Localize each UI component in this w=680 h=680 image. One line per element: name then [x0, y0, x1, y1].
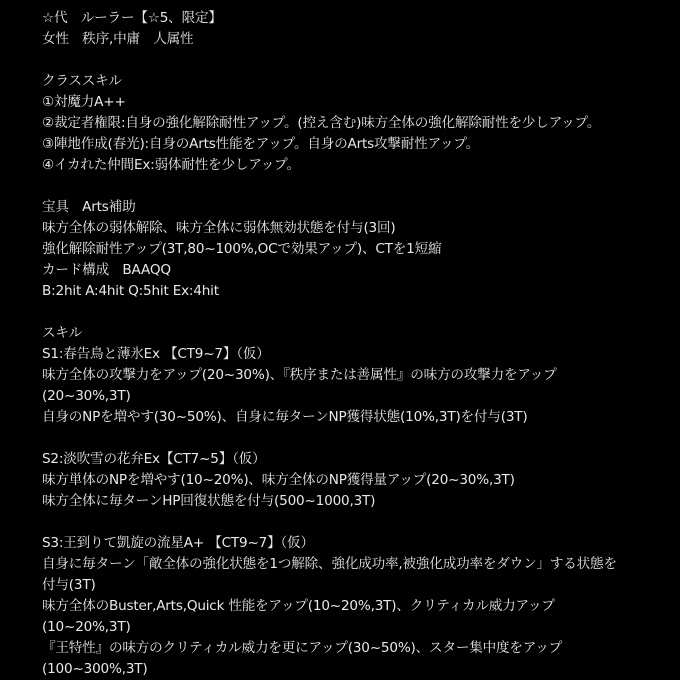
noble-phantasm-line: 味方全体の弱体解除、味方全体に弱体無効状態を付与(3回) — [42, 220, 396, 236]
spacer — [42, 176, 674, 197]
class-skill-item: ①対魔力A++ — [42, 94, 126, 110]
skill-2-line: 味方単体のNPを増やす(10~20%)、味方全体のNP獲得量アップ(20~30%,3T) — [42, 472, 515, 488]
skill-3-line: 自身に毎ターン「敵全体の強化状態を1つ解除、強化成功率,被強化成功率をダウン」する状態を — [42, 556, 617, 572]
skill-1-title: S1:春告鳥と薄氷Ex 【CT9~7】（仮） — [42, 346, 270, 362]
noble-phantasm-line: 強化解除耐性アップ(3T,80~100%,OCで効果アップ)、CTを1短縮 — [42, 241, 442, 257]
skill-2-line: 味方全体に毎ターンHP回復状態を付与(500~1000,3T) — [42, 493, 376, 509]
class-skill-item: ②裁定者権限:自身の強化解除耐性アップ。(控え含む)味方全体の強化解除耐性を少しアップ。 — [42, 115, 601, 131]
servant-title-line: ☆代 ルーラー【☆5、限定】 — [42, 10, 222, 26]
skill-1-line: 味方全体の攻撃力をアップ(20~30%)、『秩序または善属性』の味方の攻撃力をアップ — [42, 367, 557, 383]
skills-heading: スキル — [42, 325, 83, 341]
skill-1-line: 自身のNPを増やす(30~50%)、自身に毎ターンNP獲得状態(10%,3T)を付与(3T) — [42, 409, 528, 425]
skill-3-line: (10~20%,3T) — [42, 619, 131, 635]
spacer — [42, 302, 674, 323]
spacer — [42, 50, 674, 71]
document-body — [42, 8, 674, 680]
skill-3-title: S3:王到りて凱旋の流星A+ 【CT9~7】（仮） — [42, 535, 314, 551]
hit-count-line: B:2hit A:4hit Q:5hit Ex:4hit — [42, 283, 219, 299]
skill-3-line: (100~300%,3T) — [42, 661, 148, 677]
class-skill-item: ③陣地作成(春光):自身のArts性能をアップ。自身のArts攻撃耐性アップ。 — [42, 136, 480, 152]
skill-1-line: (20~30%,3T) — [42, 388, 131, 404]
skill-3-line: 味方全体のBuster,Arts,Quick 性能をアップ(10~20%,3T)、クリティカル威力アップ — [42, 598, 555, 614]
card-deck-line: カード構成 BAAQQ — [42, 262, 171, 278]
class-skills-heading: クラススキル — [42, 73, 122, 89]
skill-2-title: S2:淡吹雪の花弁Ex【CT7~5】（仮） — [42, 451, 266, 467]
class-skill-item: ④イカれた仲間Ex:弱体耐性を少しアップ。 — [42, 157, 300, 173]
skill-3-line: 付与(3T) — [42, 577, 96, 593]
servant-attributes-line: 女性 秩序,中庸 人属性 — [42, 31, 194, 47]
noble-phantasm-heading: 宝具 Arts補助 — [42, 199, 136, 215]
spacer — [42, 512, 674, 533]
skill-3-line: 『王特性』の味方のクリティカル威力を更にアップ(30~50%)、スター集中度をアップ — [42, 640, 563, 656]
spacer — [42, 428, 674, 449]
